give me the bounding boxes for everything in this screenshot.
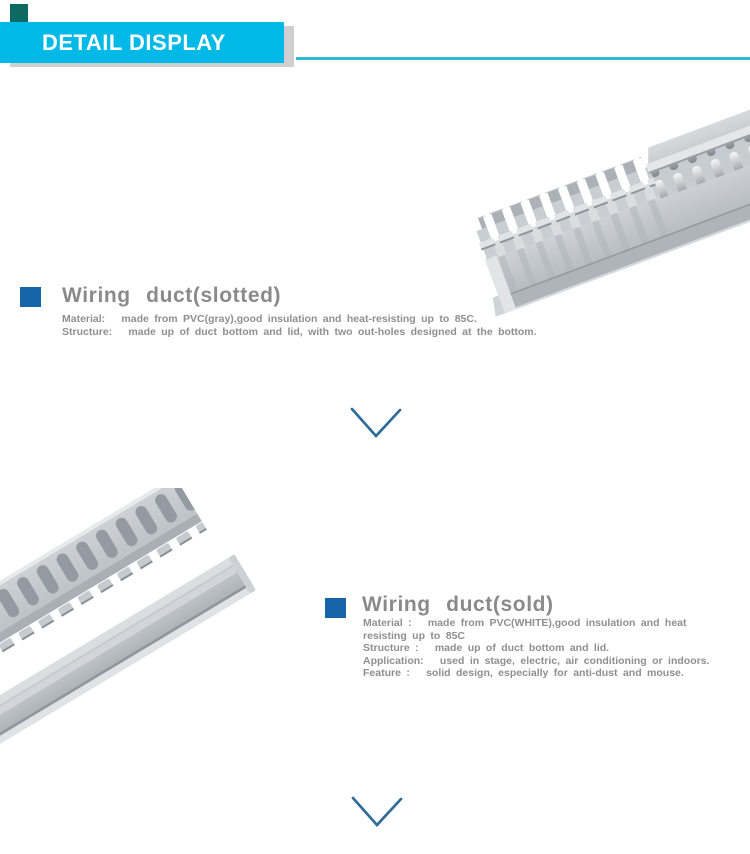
description-line: Material: made from PVC(gray),good insulation and heat-resisting up to 85C. bbox=[62, 313, 477, 325]
corner-accent-square bbox=[10, 4, 28, 22]
description-line: Application: used in stage, electric, air conditioning or indoors. bbox=[363, 654, 710, 667]
section-bullet-square bbox=[325, 598, 346, 618]
section-description-sold bbox=[363, 617, 709, 680]
page-title: DETAIL DISPLAY bbox=[42, 29, 226, 55]
section-bullet-square bbox=[20, 287, 41, 307]
description-line: Feature : solid design, especially for anti-dust and mouse. bbox=[363, 667, 684, 679]
chevron-down-icon bbox=[338, 399, 418, 444]
section-description-slotted bbox=[62, 313, 537, 339]
section-banner bbox=[0, 22, 284, 63]
wiring-duct-solid-photo bbox=[0, 488, 345, 773]
description-line: Material : made from PVC(WHITE),good insulation and heat bbox=[363, 617, 687, 629]
chevron-down-icon bbox=[339, 788, 419, 833]
description-line: resisting up to 85C bbox=[363, 629, 466, 642]
section-heading-sold: Wiring duct(sold) bbox=[362, 593, 554, 616]
description-line: Structure : made up of duct bottom and lid. bbox=[363, 642, 610, 654]
section-heading-slotted: Wiring duct(slotted) bbox=[62, 284, 282, 307]
header-rule bbox=[296, 57, 750, 60]
description-line: Structure: made up of duct bottom and lid, with two out-holes designed at the bottom. bbox=[62, 326, 537, 338]
wiring-duct-slotted-photo bbox=[420, 78, 750, 318]
